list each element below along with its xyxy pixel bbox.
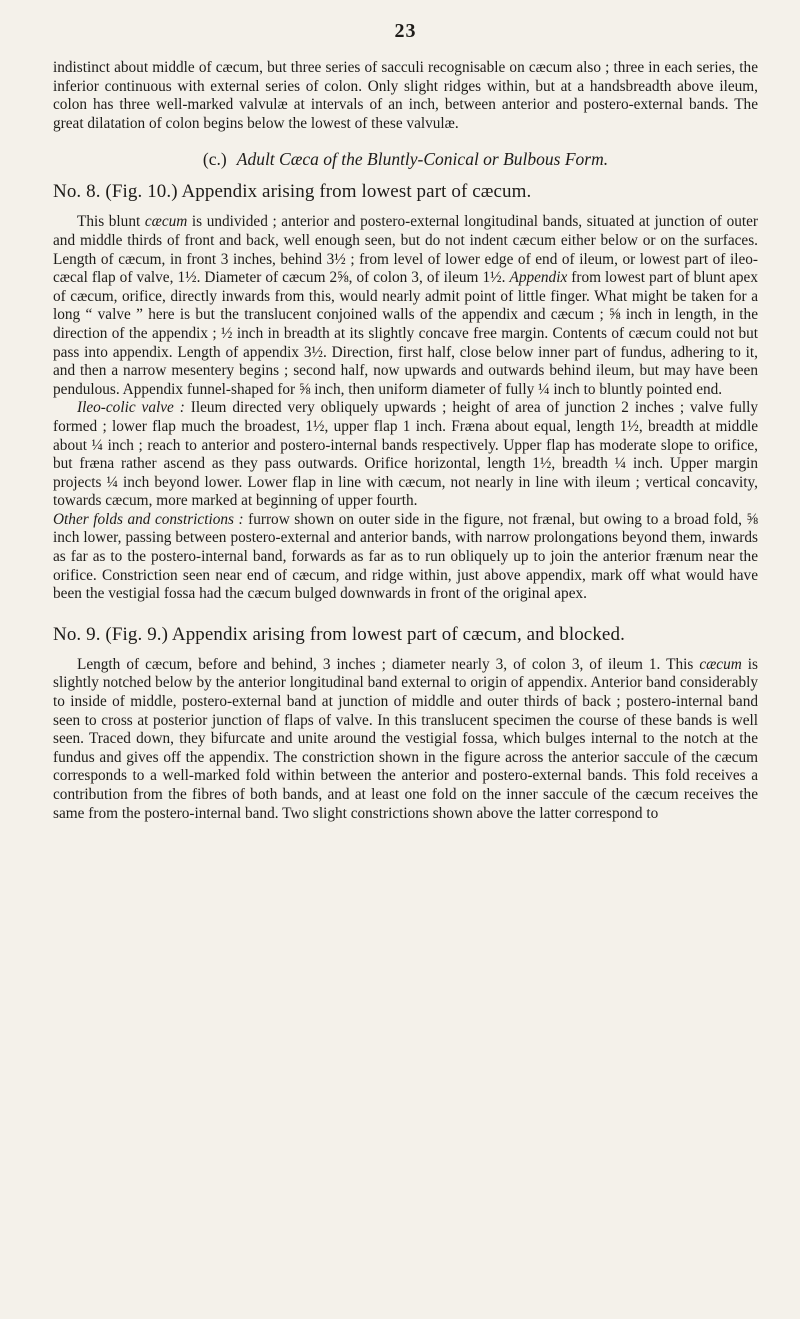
case-heading-9-text: No. 9. (Fig. 9.) Appendix arising from lowest part of cæcum, and blocked. <box>53 623 625 645</box>
text-run: This blunt <box>77 213 145 231</box>
text-run: is undivided ; anterior and postero-external longitudinal bands, situated at junction of outer and middle thirds of front and back, well enough seen, but do not indent cæcum either below or on the surfaces. Length of cæcum, in front 3 inches, behind 3½ ; from level of lower edge of end of ileum, or lowest part of ileo-cæcal flap of valve, 1½. Diameter of cæcum 2⅝, of colon 3, of ileum 1½. <box>53 213 759 287</box>
case-8-paragraph-2 <box>53 399 758 511</box>
intro-paragraph: indistinct about middle of cæcum, but three series of sacculi recognisable on cæcum also ; three in each series, the inferior continuous with external series of colon. Only slight ridges within, but at a handsbreadth above ileum, colon has three well-marked valvulæ at intervals of an inch, between anterior and postero-external bands. The great dilatation of colon begins below the lowest of these valvulæ. <box>53 59 758 132</box>
text-run: from lowest part of blunt apex of cæcum, orifice, directly inwards from this, would nearly admit point of little finger. What might be taken for a long “ valve ” here is but the translucent conjoined walls of the appendix and cæcum ; ⅝ inch in length, in the direction of the appendix ; ½ inch in breadth at its slightly concave free margin. Contents of cæcum could not but pass into appendix. Length of appendix 3½. Direction, first half, close below inner part of fundus, adhering to it, and then a narrow mesentery begins ; second half, now upwards and outwards behind ileum, but may have been pendulous. Appendix funnel-shaped for ⅝ inch, then uniform diameter of fully ¼ inch to bluntly pointed end. <box>53 269 758 398</box>
case-heading-8 <box>53 181 758 203</box>
section-title: Adult Cæca of the Bluntly-Conical or Bulbous Form. <box>236 149 609 170</box>
case-8-paragraph-1 <box>53 213 758 399</box>
section-heading <box>53 149 758 170</box>
italic-term: cæcum <box>144 213 188 231</box>
italic-term: cæcum <box>699 655 742 673</box>
case-8-paragraph-3 <box>53 511 758 604</box>
section-label: (c.) <box>202 149 227 170</box>
text-run: Length of cæcum, before and behind, 3 inches ; diameter nearly 3, of colon 3, of ileum 1. This <box>77 655 700 673</box>
text-run: is slightly notched below by the anterior longitudinal band external to origin of appendix. Anterior band considerably to inside of middle, postero-external band at junction of middle and outer thirds of back ; postero-internal band seen to cross at posterior junction of flaps of valve. In this translucent specimen the course of these bands is well seen. Traced down, they bifurcate and unite around the vestigial fossa, which bulges internal to the notch at the fundus and gives off the appendix. The constriction shown in the figure across the anterior saccule of the cæcum corresponds to a well-marked fold within between the anterior and postero-external bands. This fold receives a contribution from the fibres of both bands, and at least one fold on the inner saccule of the cæcum receives the same from the postero-internal band. Two slight constrictions shown above the latter correspond to <box>53 655 759 822</box>
text-run: furrow shown on outer side in the figure, not frænal, but owing to a broad fold, ⅝ inch lower, passing between postero-external and anterior bands, with narrow prolongations beyond them, inwards as far as to the postero-internal band, forwards as far as to run obliquely up to join the anterior frænum near the orifice. Constriction seen near end of cæcum, and ridge within, just above appendix, mark off what would have been the vestigial fossa had the cæcum bulged downwards in front of the original apex. <box>53 510 758 603</box>
case-9-paragraph-1 <box>53 656 758 823</box>
case-heading-9 <box>53 624 758 646</box>
case-heading-8-text: No. 8. (Fig. 10.) Appendix arising from lowest part of cæcum. <box>53 181 532 203</box>
text-run: Ileum directed very obliquely upwards ; height of area of junction 2 inches ; valve fully formed ; lower flap much the broadest, 1½, upper flap 1 inch. Frænа about equal, length 1½, breadth at middle about ¼ inch ; reach to anterior and postero-internal bands respectively. Upper flap has moderate slope to orifice, but frænа rather ascend as they pass outwards. Orifice horizontal, length 1½, breadth ¼ inch. Upper margin projects ¼ inch beyond lower. Lower flap in line with cæcum, not nearly in line with ileum ; vertical concavity, towards cæcum, more marked at beginning of upper fourth. <box>53 399 758 510</box>
italic-term: Appendix <box>509 269 568 287</box>
italic-label: Ileo-colic valve : <box>77 399 185 417</box>
italic-label: Other folds and constrictions : <box>53 510 244 528</box>
page-number: 23 <box>394 20 417 42</box>
